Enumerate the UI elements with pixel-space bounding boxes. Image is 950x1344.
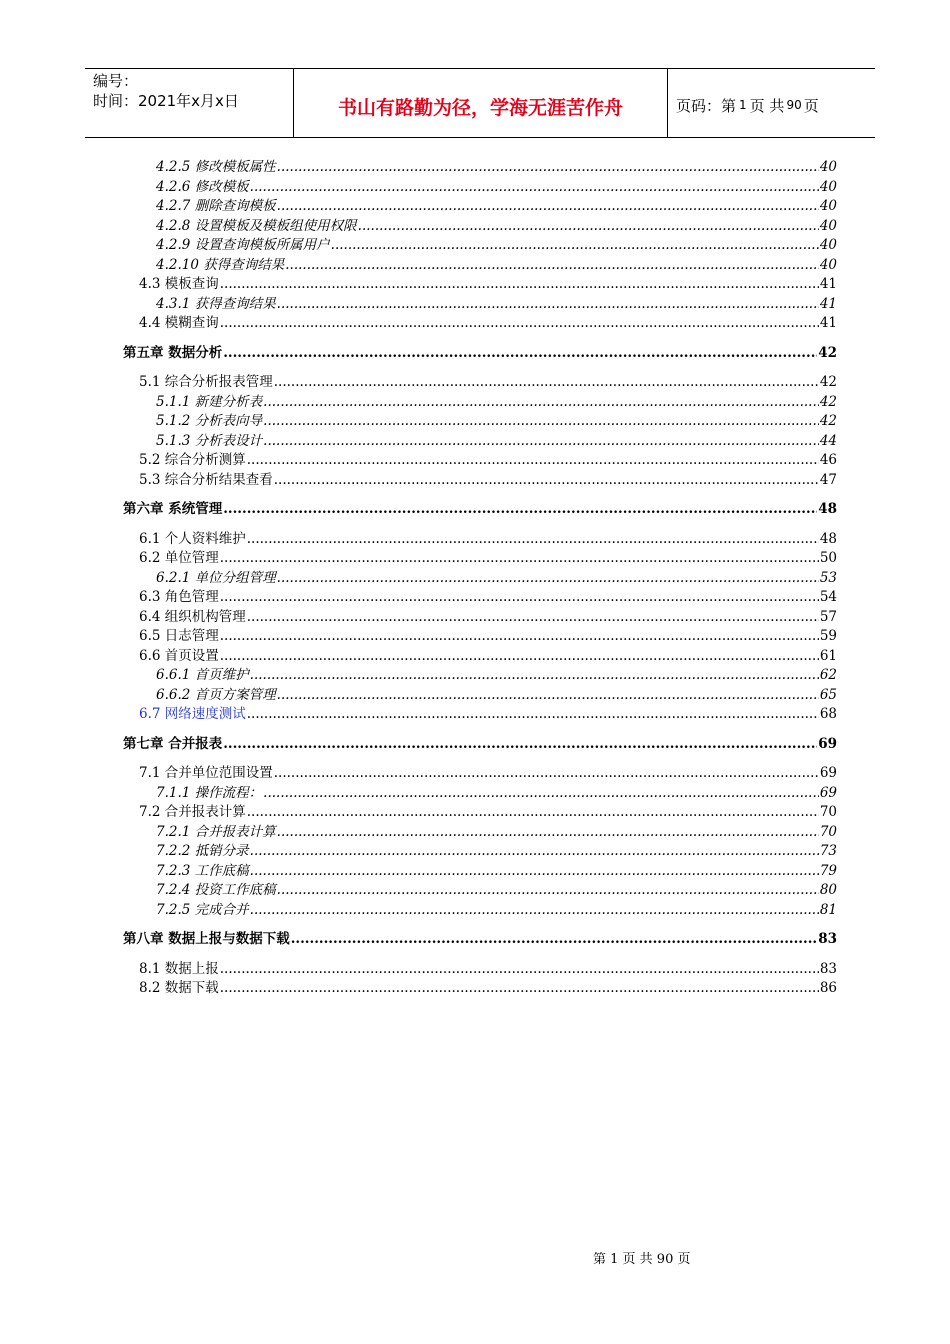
toc-entry-line	[156, 158, 837, 177]
toc-entry-line	[139, 530, 837, 549]
toc-entry-line	[139, 549, 837, 568]
toc-leader-dots	[220, 627, 819, 646]
toc-entry-label: 第七章 合并报表	[123, 735, 223, 752]
toc-entry-page: 50	[819, 550, 837, 566]
toc-leader-dots	[250, 666, 819, 685]
toc-entry-page: 81	[819, 901, 837, 918]
toc-entry[interactable]	[0, 901, 950, 920]
toc-leader-dots	[223, 735, 817, 754]
toc-entry-page: 42	[819, 374, 837, 390]
toc-entry-line	[139, 705, 837, 724]
toc-entry-label: 4.2.7 删除查询模板	[156, 198, 276, 214]
toc-entry-label: 8.1 数据上报	[139, 960, 219, 977]
toc-chapter-entry[interactable]	[0, 930, 950, 949]
toc-entry[interactable]	[0, 549, 950, 568]
toc-entry-line	[139, 471, 837, 490]
toc-entry-page: 47	[819, 471, 837, 488]
toc-entry-page: 40	[819, 237, 837, 253]
toc-entry-label: 4.2.5 修改模板属性	[156, 159, 276, 175]
toc-leader-dots	[263, 393, 819, 412]
toc-leader-dots	[277, 569, 819, 588]
toc-entry[interactable]	[0, 569, 950, 588]
toc-leader-dots	[277, 881, 819, 900]
toc-entry-page: 73	[819, 843, 837, 859]
toc-entry-page: 65	[819, 686, 837, 703]
page-info-num: 1	[739, 98, 747, 112]
toc-entry-line	[156, 393, 837, 412]
toc-leader-dots	[247, 451, 819, 470]
toc-entry[interactable]	[0, 823, 950, 842]
toc-leader-dots	[247, 803, 819, 822]
toc-entry-line	[156, 256, 837, 275]
toc-entry[interactable]	[0, 412, 950, 431]
toc-entry-label: 6.5 日志管理	[139, 628, 219, 644]
toc-entry-label: 5.2 综合分析测算	[139, 452, 246, 468]
toc-entry-label: 7.2.2 抵销分录	[156, 843, 249, 859]
toc-entry[interactable]	[0, 803, 950, 822]
toc-leader-dots	[247, 705, 819, 724]
toc-entry-label: 6.1 个人资料维护	[139, 530, 246, 547]
toc-entry-label: 6.4 组织机构管理	[139, 608, 246, 625]
toc-leader-dots	[277, 158, 819, 177]
toc-entry[interactable]	[0, 178, 950, 197]
toc-entry[interactable]	[0, 432, 950, 451]
toc-entry-label: 4.2.8 设置模板及模板组使用权限	[156, 217, 357, 234]
toc-leader-dots	[274, 764, 819, 783]
toc-entry-line	[123, 500, 837, 519]
toc-leader-dots	[250, 862, 819, 881]
toc-entry-page: 42	[819, 413, 837, 429]
toc-entry-line	[156, 666, 837, 685]
toc-entry-page: 41	[819, 315, 837, 331]
toc-chapter-entry[interactable]	[0, 344, 950, 363]
toc-entry[interactable]	[0, 217, 950, 236]
toc-entry[interactable]	[0, 705, 950, 724]
toc-entry-label: 5.1.3 分析表设计	[156, 432, 263, 449]
toc-entry-page: 40	[819, 178, 837, 195]
toc-entry-page: 57	[819, 608, 837, 625]
toc-entry-page: 53	[819, 569, 837, 586]
toc-entry-page: 62	[819, 667, 837, 683]
toc-entry-page: 41	[819, 295, 837, 312]
toc-entry-line	[139, 803, 837, 822]
toc-entry-page: 48	[818, 501, 837, 517]
toc-entry-page: 59	[819, 628, 837, 644]
page-info-mid: 页 共	[749, 96, 785, 115]
toc-leader-dots	[285, 256, 819, 275]
toc-leader-dots	[274, 373, 819, 392]
toc-leader-dots	[263, 412, 819, 431]
toc-entry-line	[156, 178, 837, 197]
toc-entry-label: 6.6 首页设置	[139, 647, 219, 664]
toc-entry-page: 40	[819, 198, 837, 214]
toc-entry[interactable]	[0, 275, 950, 294]
toc-entry-label: 第六章 系统管理	[123, 501, 223, 517]
toc-leader-dots	[247, 530, 819, 549]
toc-entry-page: 69	[819, 765, 837, 781]
toc-entry-line	[123, 930, 837, 949]
toc-entry[interactable]	[0, 256, 950, 275]
toc-entry-page: 48	[819, 530, 837, 547]
toc-entry-line	[156, 842, 837, 861]
toc-entry-page: 42	[819, 393, 837, 410]
toc-leader-dots	[277, 686, 819, 705]
toc-entry-label: 第五章 数据分析	[123, 344, 223, 361]
number-label: 编号：	[93, 72, 139, 90]
toc-entry-page: 69	[819, 784, 837, 801]
toc-entry-label: 6.2.1 单位分组管理	[156, 569, 276, 586]
toc-entry-page: 40	[819, 159, 837, 175]
toc-leader-dots	[223, 344, 817, 363]
header-page-info	[668, 69, 875, 137]
toc-entry[interactable]	[0, 236, 950, 255]
toc-entry-line	[156, 217, 837, 236]
toc-entry-line	[139, 764, 837, 783]
toc-entry[interactable]	[0, 314, 950, 333]
toc-leader-dots	[250, 178, 819, 197]
toc-leader-dots	[220, 979, 819, 998]
toc-entry-line	[156, 432, 837, 451]
page-footer	[0, 1248, 950, 1267]
toc-entry-line	[139, 979, 837, 998]
toc-entry[interactable]	[0, 862, 950, 881]
toc-entry-line	[156, 686, 837, 705]
toc-entry-line	[156, 881, 837, 900]
toc-entry[interactable]	[0, 960, 950, 979]
toc-entry-page: 41	[819, 276, 837, 292]
time-label: 时间：2021年x月x日	[93, 92, 239, 110]
toc-entry[interactable]	[0, 842, 950, 861]
footer-page-number: 第 1 页 共 90 页	[593, 1252, 691, 1267]
toc-entry-line	[139, 451, 837, 470]
toc-entry-label: 8.2 数据下载	[139, 980, 219, 996]
toc-leader-dots	[331, 236, 819, 255]
toc-leader-dots	[277, 197, 819, 216]
toc-entry-line	[156, 295, 837, 314]
toc-entry-page: 54	[819, 589, 837, 605]
toc-leader-dots	[247, 608, 819, 627]
toc-entry-label: 7.1 合并单位范围设置	[139, 765, 273, 781]
toc-entry-page: 70	[819, 804, 837, 820]
toc-entry-label: 4.2.10 获得查询结果	[156, 256, 285, 273]
toc-leader-dots	[291, 930, 818, 949]
toc-chapter-entry[interactable]	[0, 735, 950, 754]
toc-entry-page: 40	[819, 217, 837, 234]
toc-entry[interactable]	[0, 764, 950, 783]
toc-leader-dots	[220, 647, 819, 666]
toc-entry[interactable]	[0, 588, 950, 607]
toc-entry-label: 7.2.4 投资工作底稿	[156, 882, 276, 898]
toc-entry-page: 42	[818, 344, 837, 361]
toc-entry-label: 5.1.2 分析表向导	[156, 413, 263, 429]
page-info-suffix: 页	[803, 96, 819, 115]
toc-entry-page: 69	[818, 735, 837, 752]
header-motto: 书山有路勤为径，学海无涯苦作舟	[294, 69, 668, 137]
toc-entry-label: 6.7 网络速度测试	[139, 706, 246, 722]
toc-entry-line	[123, 735, 837, 754]
toc-entry[interactable]	[0, 197, 950, 216]
toc-entry[interactable]	[0, 158, 950, 177]
page-info-prefix: 页码：第	[676, 96, 737, 115]
toc-entry-label: 6.6.1 首页维护	[156, 667, 249, 683]
toc-entry-label: 4.2.9 设置查询模板所属用户	[156, 237, 330, 253]
page-header-table	[85, 68, 875, 138]
toc-entry-label: 4.4 模糊查询	[139, 315, 219, 331]
toc-entry[interactable]	[0, 295, 950, 314]
toc-entry-line	[139, 960, 837, 979]
toc-entry-label: 6.2 单位管理	[139, 550, 219, 566]
toc-entry[interactable]	[0, 393, 950, 412]
toc-entry[interactable]	[0, 666, 950, 685]
toc-entry[interactable]	[0, 530, 950, 549]
toc-entry-page: 44	[819, 432, 837, 449]
toc-entry-line	[139, 627, 837, 646]
toc-entry-page: 46	[819, 452, 837, 468]
toc-leader-dots	[274, 471, 819, 490]
toc-entry-line	[156, 823, 837, 842]
toc-leader-dots	[358, 217, 819, 236]
toc-entry-line	[123, 344, 837, 363]
toc-entry-label: 4.3.1 获得查询结果	[156, 295, 276, 312]
toc-entry-page: 68	[819, 706, 837, 722]
toc-entry-line	[156, 862, 837, 881]
page-info-total: 90	[786, 98, 802, 112]
toc-leader-dots	[277, 823, 819, 842]
toc-leader-dots	[220, 314, 819, 333]
toc-leader-dots	[250, 842, 819, 861]
toc-entry-label: 5.1 综合分析报表管理	[139, 374, 273, 390]
toc-entry-page: 70	[819, 823, 837, 840]
toc-entry-line	[139, 275, 837, 294]
toc-leader-dots	[263, 784, 819, 803]
toc-entry-label: 7.2.1 合并报表计算	[156, 823, 276, 840]
toc-entry-label: 5.1.1 新建分析表	[156, 393, 263, 410]
toc-leader-dots	[220, 275, 819, 294]
toc-chapter-entry[interactable]	[0, 500, 950, 519]
toc-entry-label: 7.2.3 工作底稿	[156, 862, 249, 879]
toc-entry-line	[139, 314, 837, 333]
toc-entry-label: 7.2.5 完成合并	[156, 901, 249, 918]
toc-entry-line	[156, 197, 837, 216]
toc-entry[interactable]	[0, 627, 950, 646]
toc-entry-label: 7.2 合并报表计算	[139, 804, 246, 820]
header-meta-cell	[85, 69, 294, 137]
toc-leader-dots	[220, 549, 819, 568]
toc-leader-dots	[277, 295, 819, 314]
toc-entry-label: 6.3 角色管理	[139, 589, 219, 605]
toc-entry-label: 7.1.1 操作流程：	[156, 784, 263, 801]
toc-leader-dots	[263, 432, 819, 451]
toc-entry[interactable]	[0, 471, 950, 490]
toc-entry-line	[156, 236, 837, 255]
toc-entry[interactable]	[0, 686, 950, 705]
toc-entry-label: 第八章 数据上报与数据下载	[123, 931, 290, 947]
toc-entry-label: 6.6.2 首页方案管理	[156, 686, 276, 703]
toc-entry-page: 83	[818, 931, 837, 947]
toc-entry-line	[139, 373, 837, 392]
toc-entry-page: 40	[819, 256, 837, 273]
toc-entry[interactable]	[0, 881, 950, 900]
toc-entry-line	[139, 647, 837, 666]
toc-entry-line	[156, 901, 837, 920]
toc-entry-page: 83	[819, 960, 837, 977]
toc-leader-dots	[220, 588, 819, 607]
toc-entry-line	[139, 608, 837, 627]
toc-entry-line	[156, 784, 837, 803]
toc-entry-label: 4.3 模板查询	[139, 276, 219, 292]
toc-entry-line	[156, 569, 837, 588]
toc-entry-label: 5.3 综合分析结果查看	[139, 471, 273, 488]
toc-entry[interactable]	[0, 784, 950, 803]
toc-leader-dots	[223, 500, 817, 519]
toc-entry[interactable]	[0, 451, 950, 470]
toc-entry-page: 61	[819, 647, 837, 664]
toc-entry-line	[139, 588, 837, 607]
toc-entry[interactable]	[0, 608, 950, 627]
toc-entry-page: 80	[819, 882, 837, 898]
toc-entry-label: 4.2.6 修改模板	[156, 178, 249, 195]
toc-entry-page: 79	[819, 862, 837, 879]
toc-leader-dots	[250, 901, 819, 920]
toc-entry[interactable]	[0, 373, 950, 392]
toc-entry[interactable]	[0, 647, 950, 666]
toc-entry-line	[156, 412, 837, 431]
toc-entry[interactable]	[0, 979, 950, 998]
toc-leader-dots	[220, 960, 819, 979]
toc-entry-page: 86	[819, 980, 837, 996]
